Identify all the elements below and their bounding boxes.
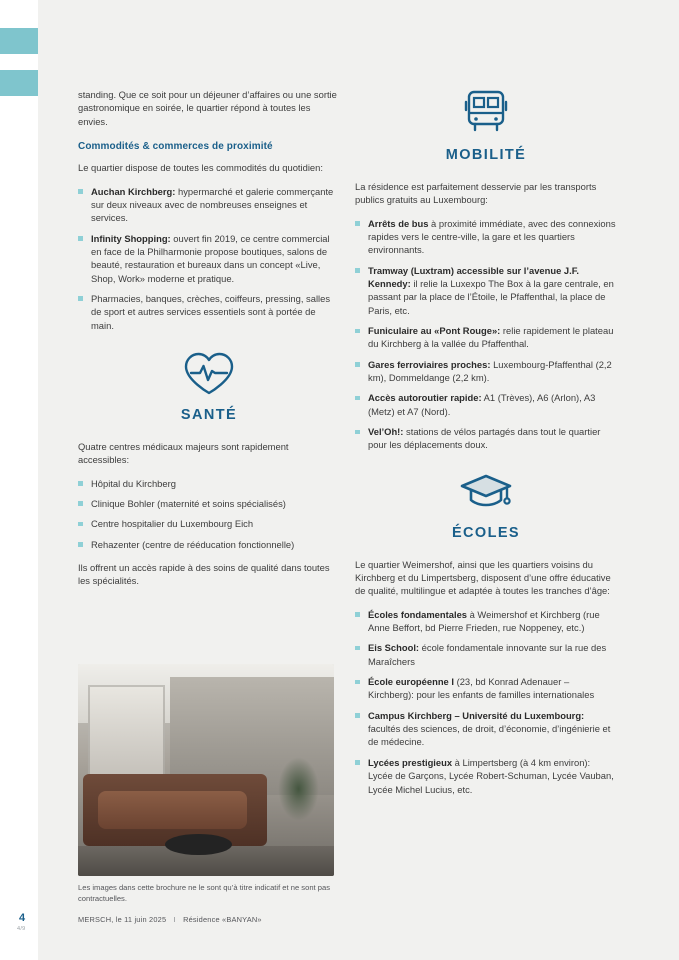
list-item-bold: Écoles fondamentales (368, 608, 467, 620)
list-item-text: à Weimershof et Kirchberg (rue Anne Beffort, bd Pierre Frieden, rue Noppeney, etc.) (368, 608, 600, 634)
list-item (78, 292, 340, 332)
list-item-text: il relie la Luxexpo The Box à la gare centrale, en passant par la place de l’Étoile, le Pfaffenthal, la place de Paris, etc. (368, 277, 614, 316)
left-column (78, 88, 340, 598)
heartbeat-icon (78, 350, 340, 399)
list-item-bold: Campus Kirchberg – Université du Luxembourg: (368, 709, 585, 721)
list-item-text: Rehazenter (centre de rééducation fonctionnelle) (91, 538, 295, 550)
list-item (78, 185, 340, 225)
list-item-text: (23, bd Konrad Adenauer – Kirchberg): pour les enfants de familles internationales (368, 676, 595, 701)
commodites-list (78, 185, 340, 332)
page-number: 4 (19, 912, 26, 924)
page-footer (0, 912, 679, 938)
list-item-bold: Gares ferroviaires proches: (368, 358, 491, 370)
sante-section-header (78, 350, 340, 426)
list-item (355, 641, 617, 668)
list-item (355, 391, 617, 418)
left-white-rail (0, 0, 38, 960)
paragraph-commodites: Le quartier dispose de toutes les commodités du quotidien: (78, 162, 323, 174)
list-item-text: Centre hospitalier du Luxembourg Eich (91, 518, 254, 530)
list-item-bold: Vel’Oh!: (368, 426, 404, 438)
photo-plant (278, 757, 319, 821)
list-item-text: Hôpital du Kirchberg (91, 477, 176, 489)
list-item-text: facultés des sciences, de droit, d’économie, d’ingénierie et de médecine. (368, 723, 611, 748)
list-item (78, 497, 340, 510)
list-item (355, 709, 617, 749)
mobilite-title: MOBILITÉ (445, 147, 527, 164)
photo-sofa-seat (98, 791, 246, 829)
page-number-sub: 4/9 (17, 926, 26, 932)
list-item (355, 756, 617, 796)
ecoles-list (355, 608, 617, 796)
list-item-bold: Funiculaire au «Pont Rouge»: (368, 325, 501, 337)
mobilite-list (355, 217, 617, 452)
footer-residence: Résidence «BANYAN» (183, 915, 262, 924)
list-item-text: stations de vélos partagés dans tout le quartier pour les déplacements doux. (368, 426, 601, 451)
ecoles-intro: Le quartier Weimershof, ainsi que les quartiers voisins du Kirchberg et du Limpertsberg, disposent d’une offre éducative de qualité, multilingue et adaptée à toutes les tranches d’âge: (355, 558, 611, 597)
right-column (355, 88, 617, 806)
sante-list (78, 477, 340, 551)
list-item (78, 232, 340, 285)
footer-date: MERSCH, le 11 juin 2025 (78, 915, 167, 924)
sante-outro: Ils offrent un accès rapide à des soins de qualité dans toutes les spécialités. (78, 561, 330, 587)
list-item-text: hypermarché et galerie commerçante sur deux niveaux avec de nombreuses enseignes et services. (91, 185, 334, 224)
list-item-bold: Tramway (Luxtram) accessible sur l’avenue J.F. Kennedy: (368, 264, 580, 289)
mobilite-intro: La résidence est parfaitement desservie par les transports publics gratuits au Luxembourg: (355, 180, 597, 206)
list-item (355, 675, 617, 702)
list-item (355, 264, 617, 317)
living-room-photo (78, 664, 334, 876)
sante-title: SANTÉ (180, 407, 238, 424)
list-item-bold: Lycées prestigieux (368, 756, 453, 768)
intro-paragraph: standing. Que ce soit pour un déjeuner d’affaires ou une sortie gastronomique en soirée, le quartier répond à toutes les envies. (78, 89, 337, 127)
list-item-text: Clinique Bohler (maternité et soins spécialisés) (91, 497, 286, 509)
mobilite-section-header (355, 88, 617, 166)
list-item-text: à proximité immédiate, avec des connexions rapides vers le centre-ville, la gare et les quartiers environnants. (368, 217, 616, 256)
graduation-cap-icon (355, 470, 617, 517)
list-item-text: à Limpertsberg (à 4 km environ): Lycée de Garçons, Lycée Robert-Schuman, Lycée Vauban, Lycée Michel Lucius, etc. (368, 756, 614, 795)
list-item-text: Pharmacies, banques, crèches, coiffeurs, pressing, salles de sport et autres services essentiels sont à portée de main. (91, 292, 331, 331)
decorative-block-top (0, 28, 38, 54)
page-content (38, 0, 679, 960)
list-item (78, 538, 340, 551)
list-item-bold: École européenne I (368, 676, 454, 688)
list-item (355, 608, 617, 635)
list-item (355, 425, 617, 452)
list-item-text: A1 (Trèves), A6 (Arlon), A3 (Metz) et A7 (Nord). (368, 392, 596, 417)
footer-text (78, 915, 262, 924)
photo-image (78, 664, 334, 876)
list-item (78, 477, 340, 490)
list-item-bold: Infinity Shopping: (91, 232, 171, 244)
list-item-bold: Arrêts de bus (368, 217, 429, 229)
footer-separator: I (173, 915, 176, 924)
list-item-bold: Auchan Kirchberg: (91, 185, 176, 197)
list-item-text: relie rapidement le plateau du Kirchberg à la vallée du Pfaffenthal. (368, 325, 614, 350)
list-item (355, 358, 617, 385)
heading-commodites: Commodités & commerces de proximité (78, 141, 273, 153)
list-item-text: ouvert fin 2019, ce centre commercial en face de la Philharmonie propose boutiques, salons de beauté, restauration et bureaux dans un concept «Live, Shop, Work» moderne et pratique. (91, 232, 330, 284)
sante-intro: Quatre centres médicaux majeurs sont rapidement accessibles: (78, 440, 289, 466)
ecoles-title: ÉCOLES (451, 525, 521, 542)
list-item-bold: Accès autoroutier rapide: (368, 392, 482, 404)
list-item (355, 324, 617, 351)
bus-icon (355, 88, 617, 139)
ecoles-section-header (355, 470, 617, 544)
list-item (78, 517, 340, 530)
decorative-block-second (0, 70, 38, 96)
photo-caption: Les images dans cette brochure ne le sont qu’à titre indicatif et ne sont pas contractuelles. (78, 883, 331, 904)
list-item-bold: Eis School: (368, 642, 420, 654)
list-item-text: Luxembourg-Pfaffenthal (2,2 km), Dommeldange (2,2 km). (368, 358, 612, 384)
list-item-text: école fondamentale innovante sur la rue des Maraîchers (368, 642, 607, 667)
photo-coffee-table (165, 834, 232, 855)
list-item (355, 217, 617, 257)
